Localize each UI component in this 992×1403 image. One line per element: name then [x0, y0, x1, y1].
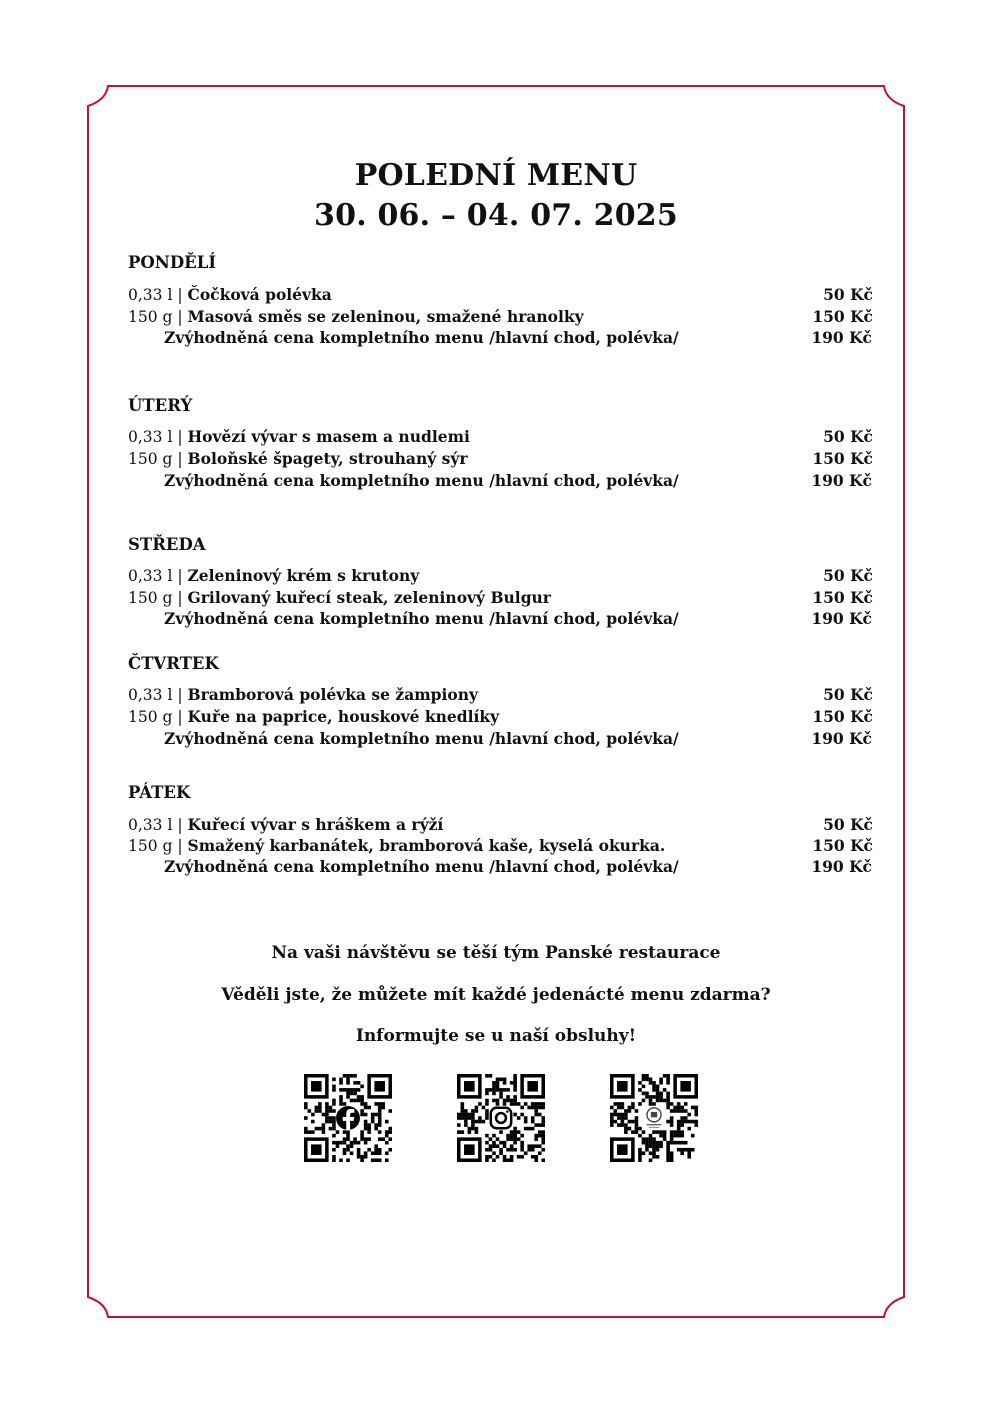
footer-greeting: Na vaši návštěvu se těší tým Panské restaurace [271, 943, 721, 963]
item-price: 150 Kč [812, 707, 873, 726]
item-dish: Hovězí vývar s masem a nudlemi [187, 427, 470, 446]
item-dish: Masová směs se zeleninou, smažené hranolky [187, 307, 584, 326]
restaurant-logo-icon [647, 1108, 662, 1128]
day-heading-wednesday: STŘEDA [128, 535, 206, 554]
item-price: 150 Kč [812, 588, 873, 607]
item-amount: 0,33 l | [128, 816, 183, 834]
menu-item-main [128, 306, 873, 328]
day-heading-friday: PÁTEK [128, 783, 191, 802]
item-amount: 150 g | [128, 308, 183, 326]
item-amount: 150 g | [128, 708, 183, 726]
item-price: 50 Kč [823, 285, 873, 304]
menu-item-soup [128, 565, 873, 587]
item-dish: Kuřecí vývar s hráškem a rýží [187, 815, 444, 834]
item-price: 150 Kč [812, 836, 873, 855]
item-price: 50 Kč [823, 685, 873, 704]
menu-item-soup [128, 284, 873, 306]
menu-combo [128, 728, 873, 750]
menu-item-soup [128, 814, 873, 836]
item-dish: Boloňské špagety, strouhaný sýr [187, 449, 468, 468]
instagram-icon [491, 1108, 511, 1128]
combo-label: Zvýhodněná cena kompletního menu /hlavní chod, polévka/ [164, 857, 679, 876]
item-dish: Smažený karbanátek, bramborová kaše, kyselá okurka. [187, 836, 666, 855]
menu-item-main [128, 835, 873, 857]
combo-price: 190 Kč [811, 729, 872, 748]
menu-item-main [128, 448, 873, 470]
item-dish: Čočková polévka [187, 285, 332, 304]
item-amount: 150 g | [128, 450, 183, 468]
item-dish: Bramborová polévka se žampiony [187, 685, 479, 704]
item-price: 150 Kč [812, 449, 873, 468]
qr-code-facebook[interactable] [304, 1074, 392, 1162]
item-amount: 0,33 l | [128, 286, 183, 304]
footer-loyalty-note: Věděli jste, že můžete mít každé jedenácté menu zdarma? [221, 985, 771, 1005]
menu-combo [128, 327, 873, 349]
item-price: 50 Kč [823, 427, 873, 446]
item-amount: 150 g | [128, 837, 183, 855]
day-heading-thursday: ČTVRTEK [128, 654, 219, 673]
day-heading-monday: PONDĚLÍ [128, 253, 217, 272]
menu-combo [128, 856, 873, 878]
item-dish: Kuře na paprice, houskové knedlíky [187, 707, 500, 726]
item-amount: 150 g | [128, 589, 183, 607]
combo-label: Zvýhodněná cena kompletního menu /hlavní chod, polévka/ [164, 609, 679, 628]
menu-item-main [128, 706, 873, 728]
menu-item-soup [128, 684, 873, 706]
item-amount: 0,33 l | [128, 686, 183, 704]
combo-label: Zvýhodněná cena kompletního menu /hlavní chod, polévka/ [164, 729, 679, 748]
item-price: 150 Kč [812, 307, 873, 326]
date-range: 30. 06. – 04. 07. 2025 [314, 198, 678, 233]
page-title: POLEDNÍ MENU [354, 158, 638, 193]
combo-price: 190 Kč [811, 471, 872, 490]
day-heading-tuesday: ÚTERÝ [128, 396, 193, 415]
menu-item-soup [128, 426, 873, 448]
item-price: 50 Kč [823, 815, 873, 834]
item-dish: Zeleninový krém s krutony [187, 566, 420, 585]
facebook-icon [336, 1106, 360, 1130]
combo-price: 190 Kč [811, 609, 872, 628]
item-dish: Grilovaný kuřecí steak, zeleninový Bulgur [187, 588, 551, 607]
combo-label: Zvýhodněná cena kompletního menu /hlavní chod, polévka/ [164, 471, 679, 490]
combo-price: 190 Kč [811, 857, 872, 876]
item-amount: 0,33 l | [128, 428, 183, 446]
item-amount: 0,33 l | [128, 567, 183, 585]
footer-ask-staff: Informujte se u naší obsluhy! [355, 1026, 637, 1046]
qr-code-instagram[interactable] [457, 1074, 545, 1162]
combo-price: 190 Kč [811, 328, 872, 347]
item-price: 50 Kč [823, 566, 873, 585]
menu-combo [128, 608, 873, 630]
combo-label: Zvýhodněná cena kompletního menu /hlavní chod, polévka/ [164, 328, 679, 347]
qr-code-restaurant[interactable] [610, 1074, 698, 1162]
menu-combo [128, 470, 873, 492]
menu-item-main [128, 587, 873, 609]
